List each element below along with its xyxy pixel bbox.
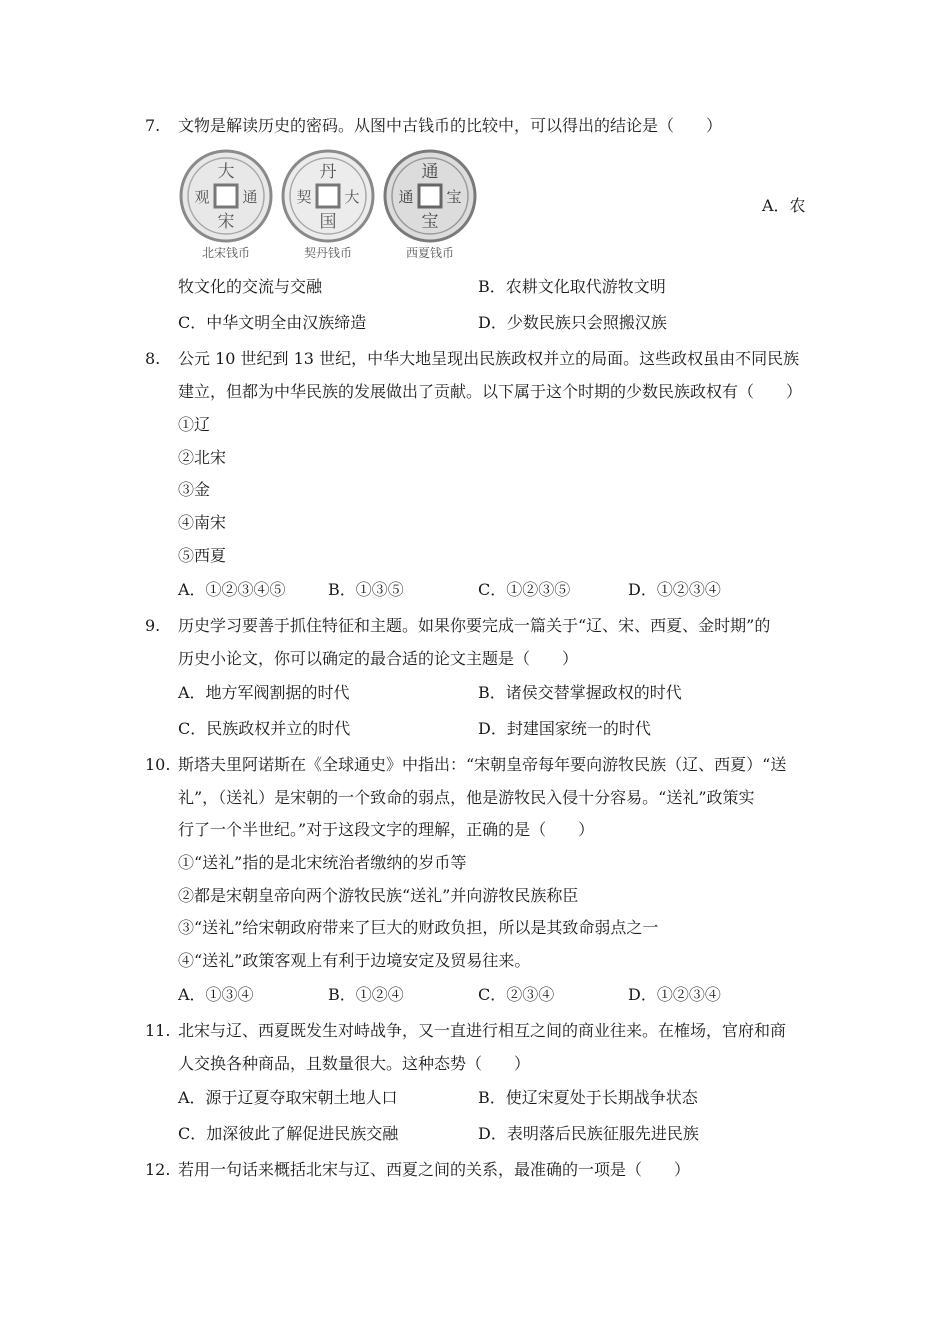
q8-number: 8. (145, 349, 161, 368)
q7-option-d: D．少数民族只会照搬汉族 (478, 313, 667, 332)
q8-stem-line1: 公元 10 世纪到 13 世纪，中华大地呈现出民族政权并立的局面。这些政权虽由不同民族 (178, 349, 800, 368)
q7-option-b: B．农耕文化取代游牧文明 (478, 277, 666, 296)
svg-text:丹: 丹 (319, 162, 337, 182)
q10-option-a: A．①③④ (178, 985, 254, 1004)
q8-option-b: B．①③⑤ (328, 580, 404, 599)
western-xia-coin-caption: 西夏钱币 (405, 246, 454, 260)
q10-option-d: D．①②③④ (628, 985, 721, 1004)
q11-stem-line1: 北宋与辽、西夏既发生对峙战争，又一直进行相互之间的商业往来。在榷场，官府和商 (178, 1021, 787, 1040)
western-xia-coin (382, 148, 478, 244)
q10-option-c: C．②③④ (478, 985, 555, 1004)
svg-text:通: 通 (398, 188, 414, 206)
q11-stem-line2: 人交换各种商品，且数量很大。这种态势（ ） (178, 1054, 531, 1073)
q8-item-4: ④南宋 (178, 513, 227, 532)
q9-option-b: B．诸侯交替掌握政权的时代 (478, 683, 682, 702)
q9-option-c: C．民族政权并立的时代 (178, 719, 351, 738)
q10-stem-line2: 礼”，（送礼）是宋朝的一个致命的弱点，他是游牧民入侵十分容易。“送礼”政策实 (178, 788, 755, 807)
q8-item-1: ①辽 (178, 415, 211, 434)
northern-song-coin-caption: 北宋钱币 (201, 246, 250, 260)
svg-text:宋: 宋 (217, 212, 235, 232)
q11-option-d: D．表明落后民族征服先进民族 (478, 1124, 699, 1143)
northern-song-coin (178, 148, 274, 244)
q7-stem: 文物是解读历史的密码。从图中古钱币的比较中，可以得出的结论是（ ） (178, 116, 723, 135)
svg-text:宝: 宝 (446, 188, 462, 206)
q10-item-3: ③“送礼”给宋朝政府带来了巨大的财政负担，所以是其致命弱点之一 (178, 918, 659, 937)
q9-stem-line2: 历史小论文，你可以确定的最合适的论文主题是（ ） (178, 649, 579, 668)
khitan-coin-caption: 契丹钱币 (303, 246, 352, 260)
q7-option-a-start: A．农 (762, 196, 806, 215)
q10-number: 10. (145, 755, 171, 774)
q8-item-2: ②北宋 (178, 448, 227, 467)
q10-item-1: ①“送礼”指的是北宋统治者缴纳的岁币等 (178, 853, 467, 872)
svg-text:通: 通 (421, 162, 439, 182)
svg-text:观: 观 (194, 188, 210, 206)
q8-option-c: C．①②③⑤ (478, 580, 571, 599)
q10-item-2: ②都是宋朝皇帝向两个游牧民族“送礼”并向游牧民族称臣 (178, 886, 579, 905)
q7-option-c: C．中华文明全由汉族缔造 (178, 313, 367, 332)
q9-number: 9. (145, 616, 161, 635)
q8-item-3: ③金 (178, 480, 211, 499)
q10-option-b: B．①②④ (328, 985, 404, 1004)
q9-option-d: D．封建国家统一的时代 (478, 719, 651, 738)
svg-text:宝: 宝 (421, 212, 439, 232)
svg-text:国: 国 (319, 212, 337, 232)
svg-text:契: 契 (296, 188, 312, 206)
q10-stem-line3: 行了一个半世纪。”对于这段文字的理解，正确的是（ ） (178, 820, 595, 839)
q11-number: 11. (145, 1021, 171, 1040)
q12-stem: 若用一句话来概括北宋与辽、西夏之间的关系，最准确的一项是（ ） (178, 1160, 691, 1179)
q9-option-a: A．地方军阀割据的时代 (178, 683, 350, 702)
q10-item-4: ④“送礼”政策客观上有利于边境安定及贸易往来。 (178, 951, 531, 970)
khitan-coin (280, 148, 376, 244)
q12-number: 12. (145, 1160, 171, 1179)
q11-option-b: B．使辽宋夏处于长期战争状态 (478, 1088, 698, 1107)
q11-option-a: A．源于辽夏夺取宋朝土地人口 (178, 1088, 398, 1107)
q8-stem-line2: 建立，但都为中华民族的发展做出了贡献。以下属于这个时期的少数民族政权有（ ） (178, 382, 803, 401)
q7-number: 7. (145, 116, 161, 135)
q8-option-d: D．①②③④ (628, 580, 721, 599)
q7-coin-image (178, 148, 478, 268)
q7-option-a-continued: 牧文化的交流与交融 (178, 277, 323, 296)
svg-text:大: 大 (217, 162, 235, 182)
q8-option-a: A．①②③④⑤ (178, 580, 286, 599)
q11-option-c: C．加深彼此了解促进民族交融 (178, 1124, 399, 1143)
q10-stem-line1: 斯塔夫里阿诺斯在《全球通史》中指出：“宋朝皇帝每年要向游牧民族（辽、西夏）“送 (178, 755, 787, 774)
svg-text:大: 大 (344, 188, 360, 206)
q8-item-5: ⑤西夏 (178, 546, 227, 565)
q9-stem-line1: 历史学习要善于抓住特征和主题。如果你要完成一篇关于“辽、宋、西夏、金时期”的 (178, 616, 771, 635)
svg-text:通: 通 (242, 188, 258, 206)
